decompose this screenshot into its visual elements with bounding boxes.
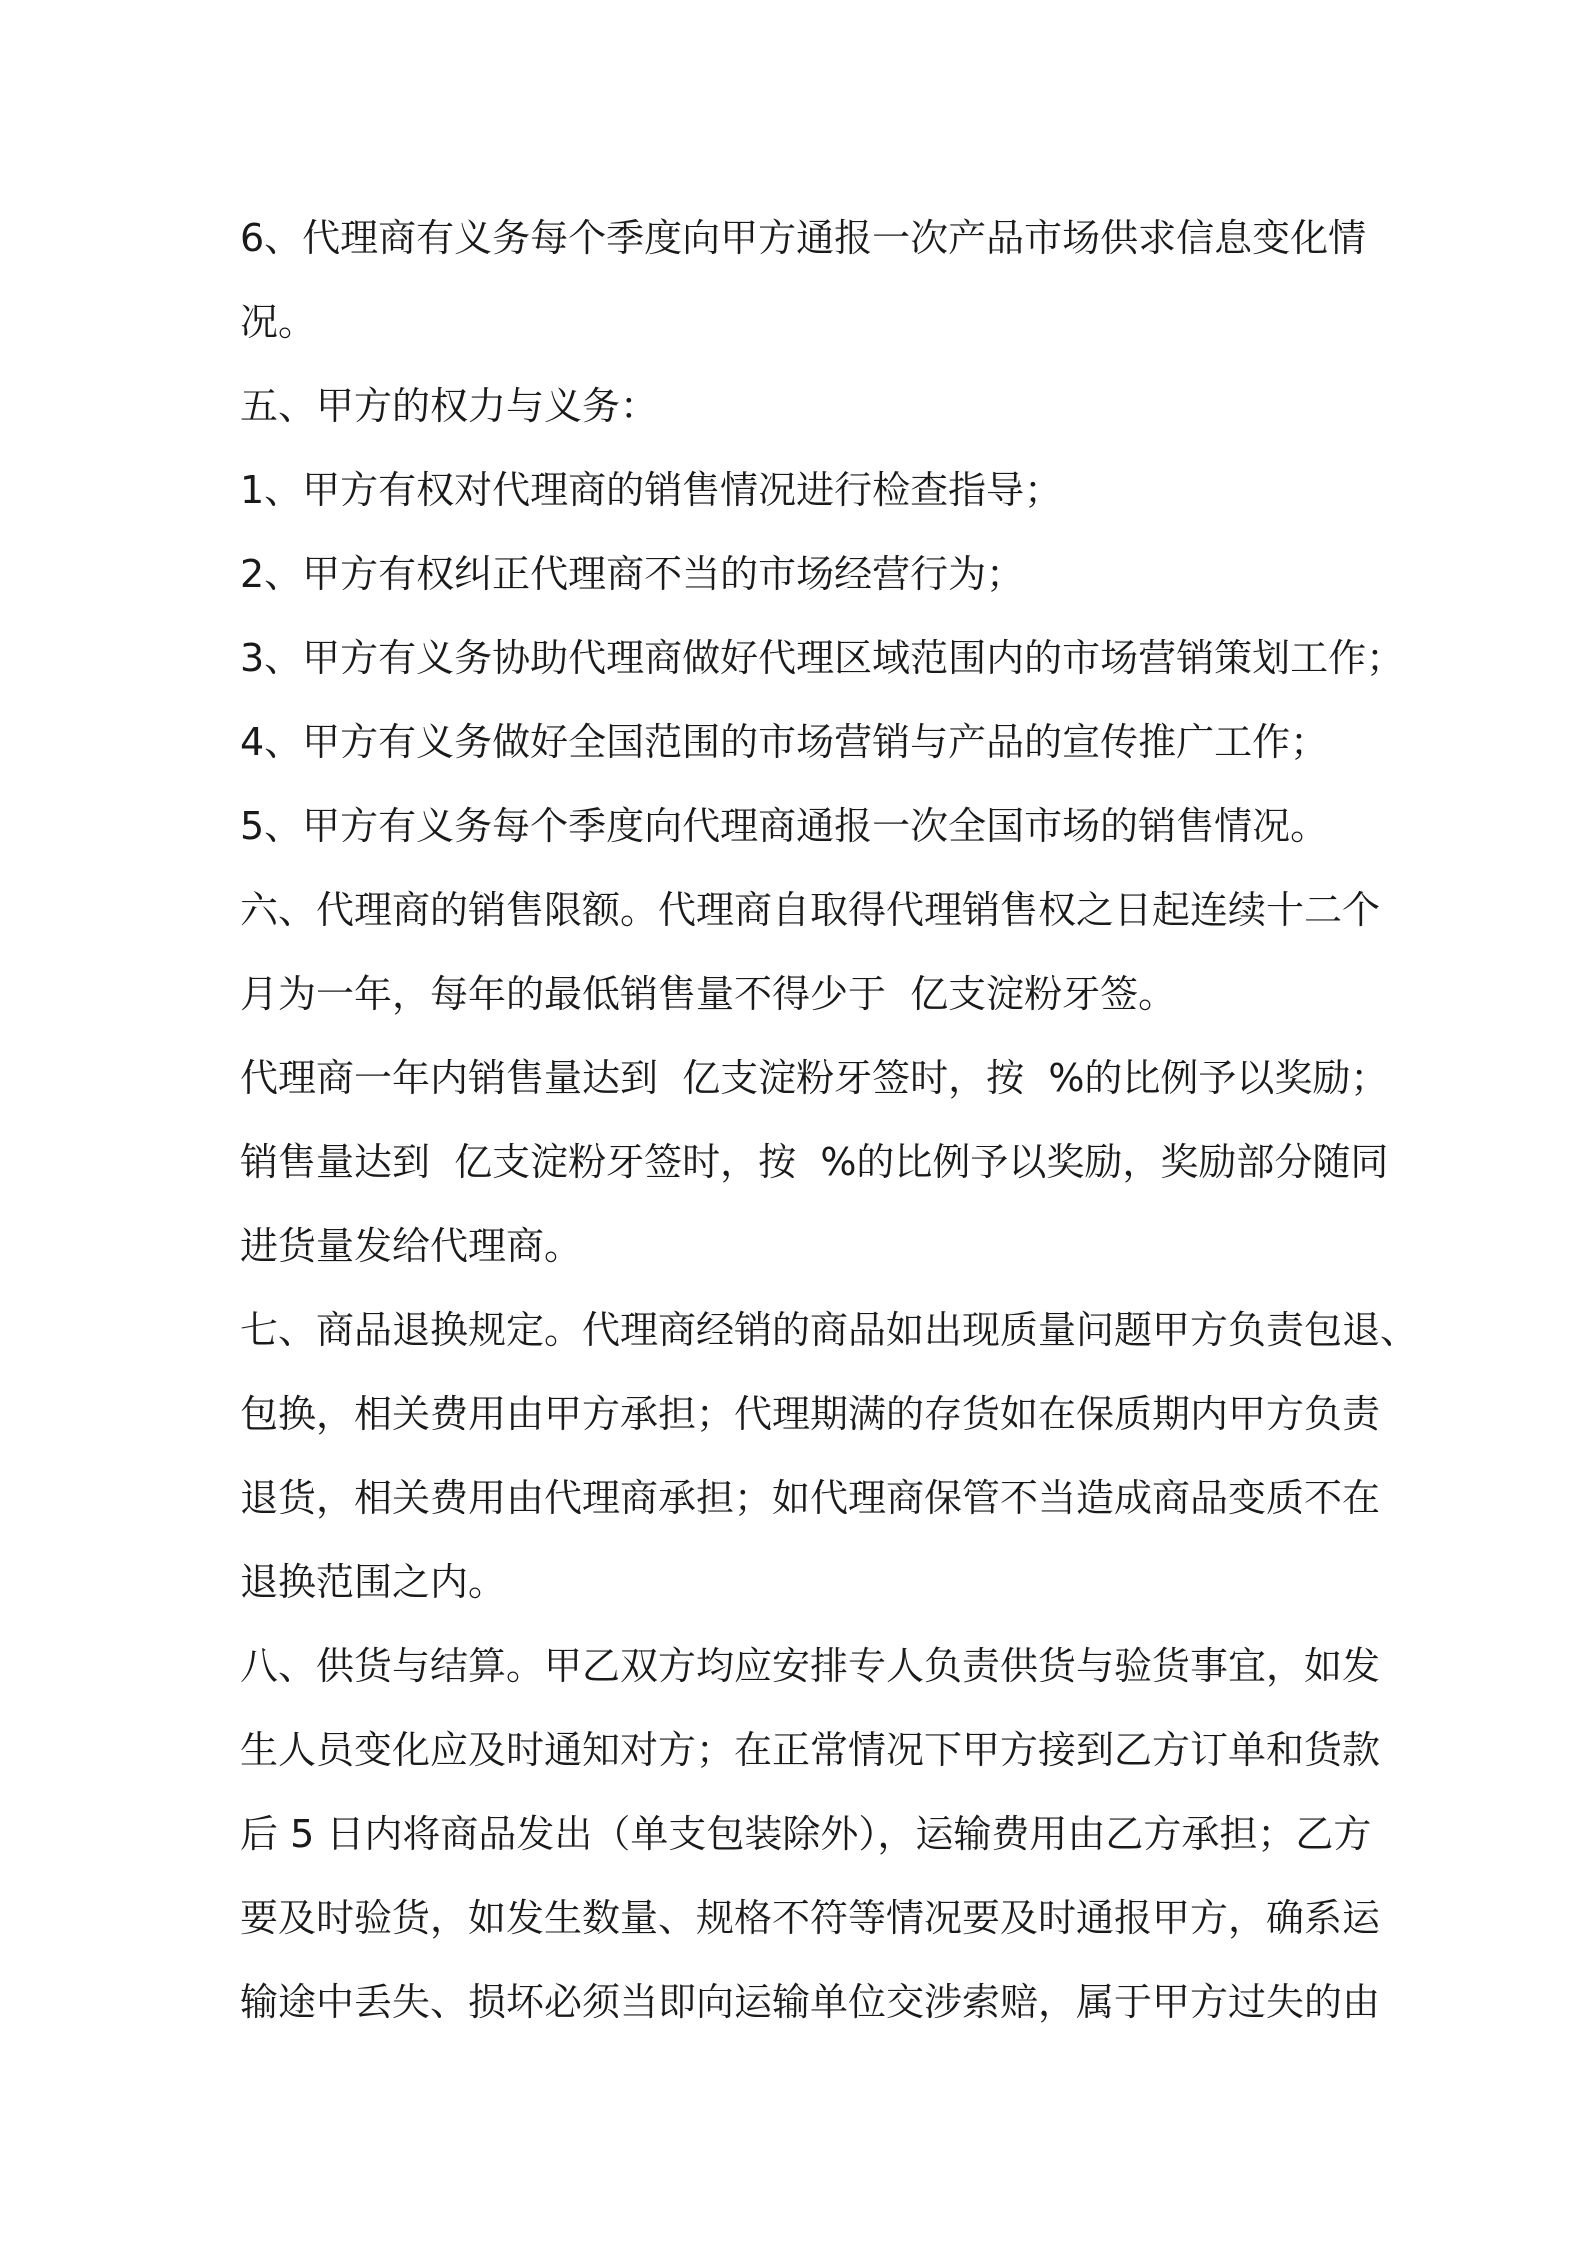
text-line: 6、代理商有义务每个季度向甲方通报一次产品市场供求信息变化情: [240, 216, 1367, 260]
text-line: 后 5 日内将商品发出（单支包装除外），运输费用由乙方承担；乙方: [240, 1812, 1372, 1856]
text-line: 包换，相关费用由甲方承担；代理期满的存货如在保质期内甲方负责: [240, 1392, 1381, 1436]
text-line: 1、甲方有权对代理商的销售情况进行检查指导；: [240, 468, 1063, 512]
text-line: 月为一年，每年的最低销售量不得少于 亿支淀粉牙签。: [240, 972, 1177, 1016]
text-line: 代理商一年内销售量达到 亿支淀粉牙签时，按 %的比例予以奖励；: [240, 1056, 1389, 1100]
text-line: 要及时验货，如发生数量、规格不符等情况要及时通报甲方，确系运: [240, 1896, 1381, 1940]
text-line: 况。: [240, 300, 317, 344]
document-body: [240, 196, 1419, 2044]
section-heading: 七、商品退换规定。代理商经销的商品如出现质量问题甲方负责包退、: [240, 1308, 1419, 1352]
text-line: 2、甲方有权纠正代理商不当的市场经营行为；: [240, 552, 1025, 596]
text-line: 输途中丢失、损坏必须当即向运输单位交涉索赔，属于甲方过失的由: [240, 1980, 1381, 2024]
section-heading: 八、供货与结算。甲乙双方均应安排专人负责供货与验货事宜，如发: [240, 1644, 1381, 1688]
text-line: 销售量达到 亿支淀粉牙签时，按 %的比例予以奖励，奖励部分随同: [240, 1140, 1389, 1184]
text-line: 退换范围之内。: [240, 1560, 507, 1604]
text-line: 退货，相关费用由代理商承担；如代理商保管不当造成商品变质不在: [240, 1476, 1381, 1520]
text-line: 生人员变化应及时通知对方；在正常情况下甲方接到乙方订单和货款: [240, 1728, 1381, 1772]
text-line: 4、甲方有义务做好全国范围的市场营销与产品的宣传推广工作；: [240, 720, 1329, 764]
text-line: 进货量发给代理商。: [240, 1224, 583, 1268]
section-heading: 五、甲方的权力与义务：: [240, 384, 659, 428]
section-heading: 六、代理商的销售限额。代理商自取得代理销售权之日起连续十二个: [240, 888, 1381, 932]
text-line: 3、甲方有义务协助代理商做好代理区域范围内的市场营销策划工作；: [240, 636, 1405, 680]
text-line: 5、甲方有义务每个季度向代理商通报一次全国市场的销售情况。: [240, 804, 1329, 848]
